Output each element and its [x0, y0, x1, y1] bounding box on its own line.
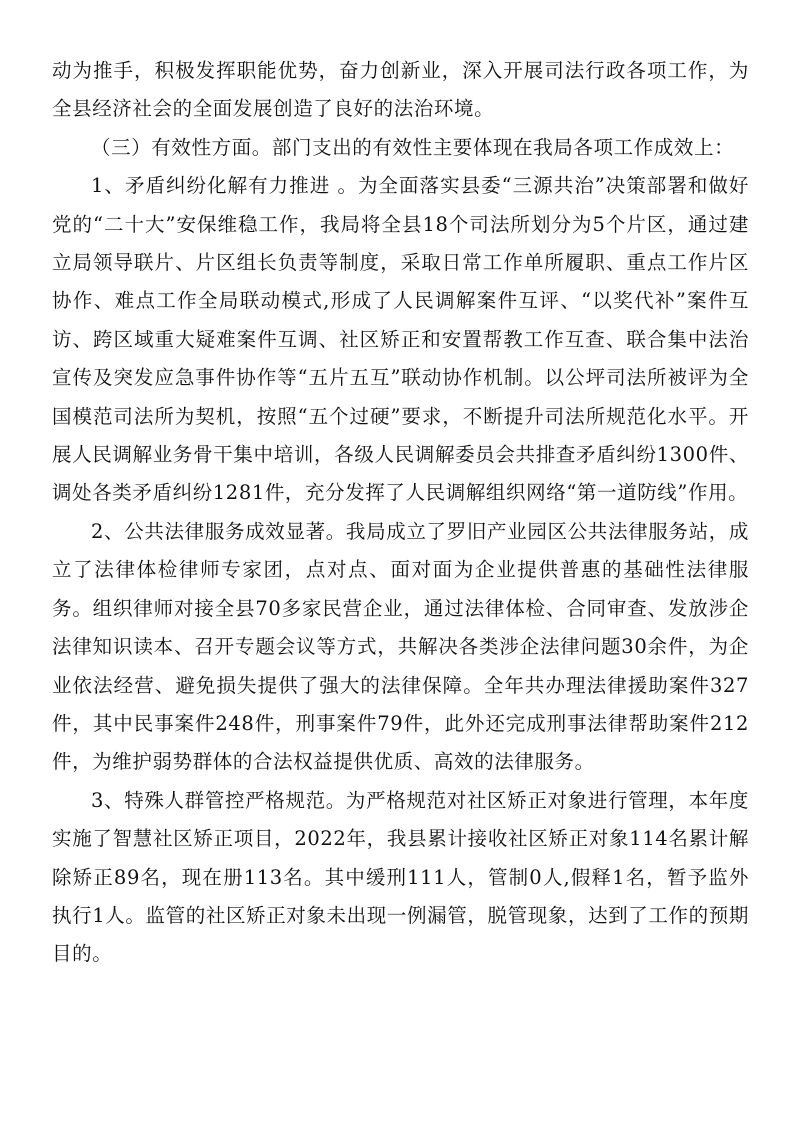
paragraph-continuation: 动为推手，积极发挥职能优势，奋力创新业，深入开展司法行政各项工作，为全县经济社会的全面发展创造了良好的法治环境。: [52, 59, 749, 121]
paragraph-special-groups: 3、特殊人群管控严格规范。为严格规范对社区矫正对象进行管理，本年度实施了智慧社区矫正项目，2022年，我县累计接收社区矫正对象114名累计解除矫正89名，现在册113名。其中缓刑111人，管制0人,假释1名，暂予监外执行1人。监管的社区矫正对象未出现一例漏管，脱管现象，达到了工作的预期目的。: [52, 788, 749, 966]
document-body: [52, 52, 749, 974]
section-heading-effectiveness: （三）有效性方面。部门支出的有效性主要体现在我局各项工作成效上：: [91, 135, 735, 159]
paragraph-legal-services: 2、公共法律服务成效显著。我局成立了罗旧产业园区公共法律服务站，成立了法律体检律师专家团，点对点、面对面为企业提供普惠的基础性法律服务。组织律师对接全县70多家民营企业，通过法律体检、合同审查、发放涉企法律知识读本、召开专题会议等方式，共解决各类涉企法律问题30余件，为企业依法经营、避免损失提供了强大的法律保障。全年共办理法律援助案件327件，其中民事案件248件，刑事案件79件，此外还完成刑事法律帮助案件212件，为维护弱势群体的合法权益提供优质、高效的法律服务。: [52, 519, 749, 774]
paragraph-dispute-resolution: 1、矛盾纠纷化解有力推进 。为全面落实县委“三源共治”决策部署和做好党的“二十大”安保维稳工作，我局将全县18个司法所划分为5个片区，通过建立局领导联片、片区组长负责等制度，采取日常工作单所履职、重点工作片区协作、难点工作全局联动模式,形成了人民调解案件互评、“以奖代补”案件互访、跨区域重大疑难案件互调、社区矫正和安置帮教工作互查、联合集中法治宣传及突发应急事件协作等“五片五互”联动协作机制。以公坪司法所被评为全国模范司法所为契机，按照“五个过硬”要求，不断提升司法所规范化水平。开展人民调解业务骨干集中培训，各级人民调解委员会共排查矛盾纠纷1300件、调处各类矛盾纠纷1281件，充分发挥了人民调解组织网络“第一道防线”作用。: [52, 174, 749, 505]
